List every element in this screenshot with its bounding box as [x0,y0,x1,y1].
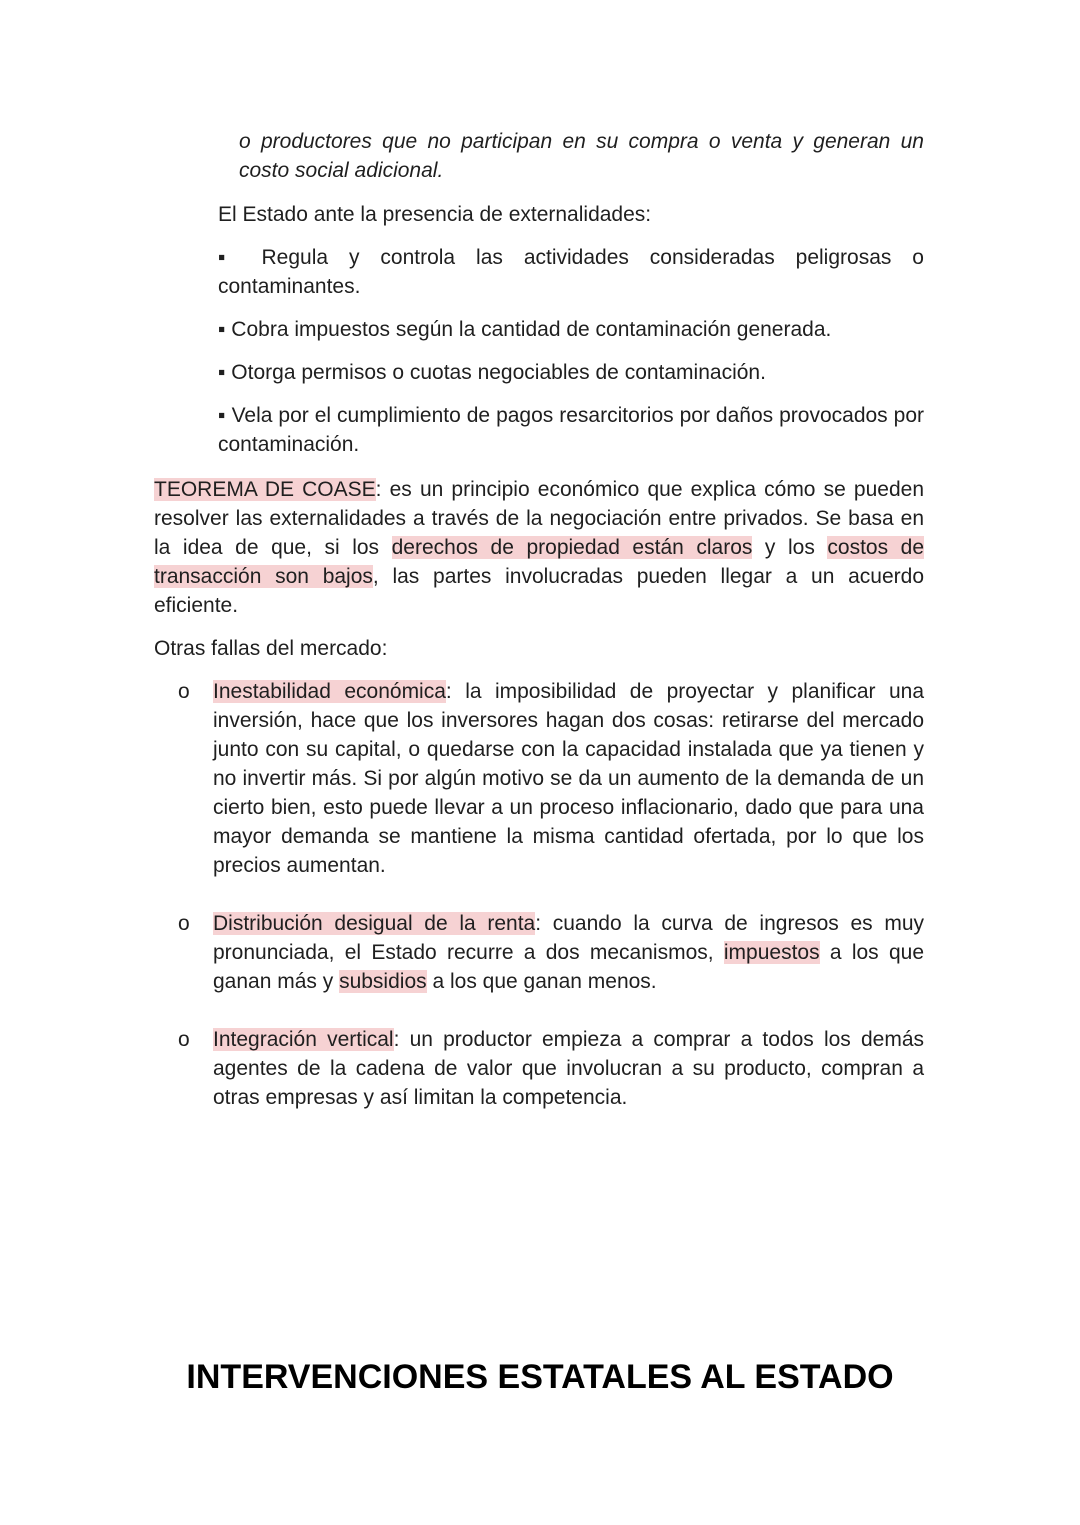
externalities-title: El Estado ante la presencia de externalidades: [218,203,652,226]
market-failures-title: Otras fallas del mercado: [154,637,388,660]
list-item [218,358,924,387]
coase-text: y los [752,536,828,559]
coase-highlight-transaction-costs: costos de transacción son bajos [154,536,924,588]
list-item [218,401,924,459]
failure-text: : la imposibilidad de proyectar y planificar una inversión, hace que los inversores hagan dos cosas: retirarse del mercado junto con su capital, o quedarse con la capacidad instalada que ya tienen y no invertir más. Si por algún motivo se da un aumento de la demanda de un cierto bien, esto puede llevar a un proceso inflacionario, dado que para una mayor demanda se mantiene la misma cantidad ofertada, por lo que los precios aumentan. [213,680,924,877]
list-marker: o [178,912,190,935]
list-item-text: Cobra impuestos según la cantidad de contaminación generada. [231,318,832,341]
failure-text: a los que ganan menos. [426,970,657,993]
list-item [154,909,924,996]
coase-text: : es un principio económico que explica cómo se pueden resolver las externalidades a través de la negociación entre privados. Se basa en la idea de que, si los [154,478,925,559]
bullet-marker: ▪ [218,318,226,341]
failure-text: : un productor empieza a comprar a todos los demás agentes de la cadena de valor que involucran a su producto, compran a otras empresas y así limitan la competencia. [213,1028,924,1109]
coase-term: TEOREMA DE COASE [154,478,376,501]
coase-highlight-property-rights: derechos de propiedad están claros [391,536,753,559]
section-heading: INTERVENCIONES ESTATALES AL ESTADO [186,1358,894,1396]
failure-term-instability: Inestabilidad económica [213,680,446,703]
highlight-subsidies: subsidios [339,970,427,993]
coase-paragraph [154,475,924,620]
list-item [218,315,924,344]
list-item-text: Regula y controla las actividades consideradas peligrosas o contaminantes. [218,246,924,298]
list-item [154,1025,924,1112]
intro-paragraph: o productores que no participan en su compra o venta y generan un costo social adicional. [239,130,924,182]
coase-text: , las partes involucradas pueden llegar a un acuerdo eficiente. [154,565,925,617]
failure-term-vertical-integration: Integración vertical [213,1028,394,1051]
bullet-marker: ▪ [218,404,226,427]
list-marker: o [178,1028,190,1051]
failure-text: : cuando la curva de ingresos es muy pronunciada, el Estado recurre a dos mecanismos, [213,912,925,964]
externalities-list [218,243,924,473]
bullet-marker: ▪ [218,361,226,384]
failure-text: a los que ganan más y [213,941,924,993]
list-item [154,677,924,880]
list-marker: o [178,680,190,703]
highlight-taxes: impuestos [723,941,820,964]
list-item-text: Vela por el cumplimiento de pagos resarcitorios por daños provocados por contaminación. [218,404,924,456]
failure-term-income-distribution: Distribución desigual de la renta [213,912,536,935]
list-item-text: Otorga permisos o cuotas negociables de contaminación. [231,361,766,384]
list-item [218,243,924,301]
bullet-marker: ▪ [218,246,241,269]
market-failures-list [154,677,924,1141]
